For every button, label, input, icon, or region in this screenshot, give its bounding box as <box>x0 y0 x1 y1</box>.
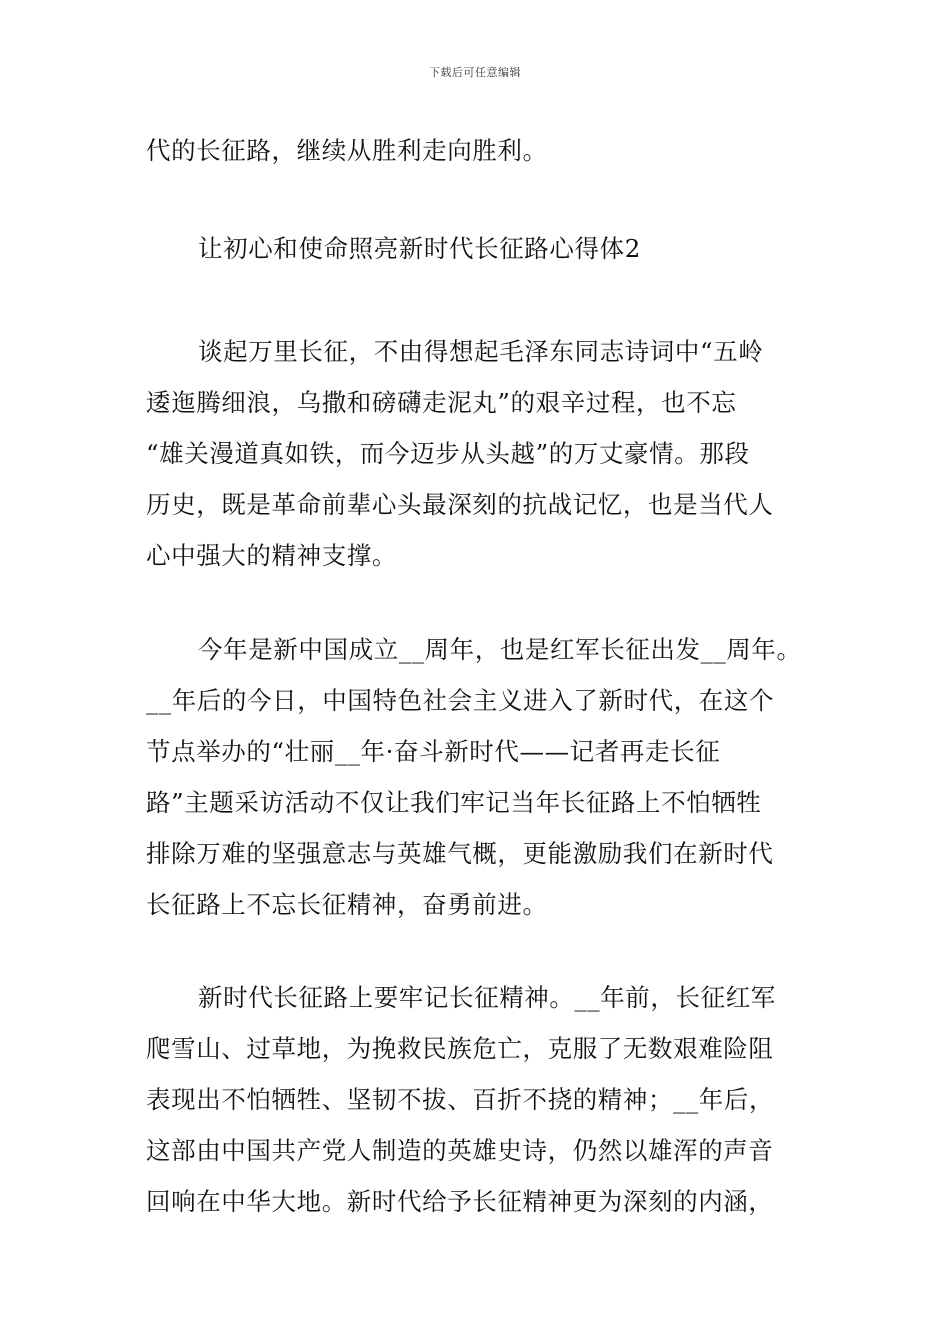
paragraph-2 <box>146 624 816 930</box>
paragraph-3 <box>146 972 816 1227</box>
page-header: 下载后可任意编辑 <box>429 66 521 79</box>
text-line: 回响在中华大地。新时代给予长征精神更为深刻的内涵， <box>146 1187 774 1216</box>
text-line: 谈起万里长征，不由得想起毛泽东同志诗词中“五岭 <box>198 337 764 366</box>
text-line: 路”主题采访活动不仅让我们牢记当年长征路上不怕牺牲 <box>146 788 762 817</box>
text-line: 爬雪山、过草地，为挽救民族危亡，克服了无数艰难险阻 <box>146 1034 774 1063</box>
text-line: 心中强大的精神支撑。 <box>146 541 397 570</box>
text-line: 表现出不怕牺牲、坚韧不拔、百折不挠的精神；__年后， <box>146 1085 775 1114</box>
text-line: 让初心和使命照亮新时代长征路心得体2 <box>198 234 641 263</box>
text-line: 长征路上不忘长征精神，奋勇前进。 <box>146 890 548 919</box>
text-line: 节点举办的“壮丽__年·奋斗新时代——记者再走长征 <box>146 737 721 766</box>
text-line: 排除万难的坚强意志与英雄气概，更能激励我们在新时代 <box>146 839 774 868</box>
text-line: 代的长征路，继续从胜利走向胜利。 <box>146 136 548 165</box>
text-line: 逶迤腾细浪，乌撒和磅礴走泥丸”的艰辛过程，也不忘 <box>146 388 737 417</box>
text-line: 新时代长征路上要牢记长征精神。__年前，长征红军 <box>198 983 776 1012</box>
section-title <box>146 223 816 274</box>
text-line: 历史，既是革命前辈心头最深刻的抗战记忆，也是当代人 <box>146 490 774 519</box>
paragraph-1 <box>146 326 816 581</box>
paragraph-continuation <box>146 125 816 176</box>
text-line: 今年是新中国成立__周年，也是红军长征出发__周年。 <box>198 635 802 664</box>
text-line: “雄关漫道真如铁，而今迈步从头越”的万丈豪情。那段 <box>146 439 750 468</box>
text-line: __年后的今日，中国特色社会主义进入了新时代，在这个 <box>146 686 775 715</box>
text-line: 这部由中国共产党人制造的英雄史诗，仍然以雄浑的声音 <box>146 1136 774 1165</box>
